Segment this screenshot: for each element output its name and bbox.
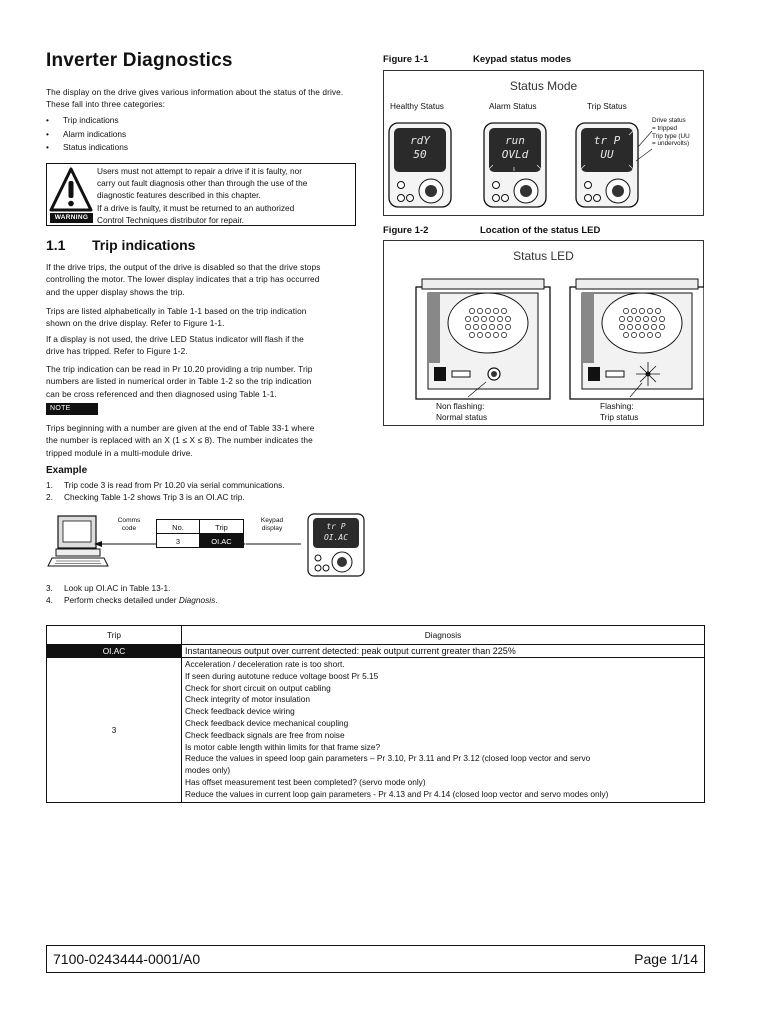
step-text: Checking Table 1-2 shows Trip 3 is an OI.AC trip. <box>64 492 245 503</box>
trip-annotation <box>652 117 704 148</box>
annotation-line: = tripped <box>652 124 678 132</box>
display-top: tr P <box>326 522 346 531</box>
warning-line: carry out fault diagnosis other than through the use of the <box>97 178 308 189</box>
note-text <box>46 422 366 459</box>
warning-line: If a drive is faulty, it must be returned to an authorized <box>97 202 295 213</box>
check-item: Check feedback device wiring <box>185 706 295 717</box>
alarm-status-label: Alarm Status <box>489 101 537 111</box>
section-heading <box>46 237 195 253</box>
page-number: Page 1/14 <box>634 951 698 967</box>
display-bottom: UU <box>600 148 614 161</box>
example-heading: Example <box>46 465 88 476</box>
figure-1-box-title: Status Mode <box>509 79 578 93</box>
text-line: controlling the motor. The lower display indicates that a trip has occurred <box>46 274 320 285</box>
check-item: Is motor cable length within limits for that frame size? <box>185 741 381 752</box>
col-trip-header: Trip <box>199 519 244 534</box>
value-no: 3 <box>156 533 200 548</box>
list-item: 2. Checking Table 1-2 shows Trip 3 is an OI.AC trip. <box>46 492 245 503</box>
paragraph <box>46 261 366 298</box>
diagnosis-summary-cell: Instantaneous output over current detected: peak output current greater than 225% <box>182 645 705 658</box>
display-bottom: 50 <box>413 148 427 161</box>
figure-number: Figure 1-2 <box>383 225 429 236</box>
check-item: Acceleration / deceleration rate is too short. <box>185 659 345 669</box>
column-header-diagnosis: Diagnosis <box>182 626 705 645</box>
table-header-row <box>47 626 705 645</box>
intro-paragraph: The display on the drive gives various information about the status of the drive. These fall into three categories: <box>46 87 344 110</box>
caption-line: Trip status <box>600 412 639 422</box>
label-line: Comms <box>117 517 141 524</box>
diagnosis-table <box>46 625 705 803</box>
step-text: . <box>215 595 218 606</box>
check-item: modes only) <box>185 765 231 776</box>
step-text: Perform checks detailed under <box>64 595 179 606</box>
category-list <box>46 114 128 155</box>
keypad-display-label <box>255 517 289 533</box>
text-line: numbers are listed in numerical order in Table 1-2 so the trip indication <box>46 376 312 387</box>
example-steps-continued <box>46 582 218 607</box>
check-item: Check integrity of motor insulation <box>185 694 310 705</box>
text-line: can be cross referenced and then diagnosed using Table 1-1. <box>46 388 277 399</box>
list-item: • Status indications <box>46 141 128 155</box>
caption-line: Normal status <box>436 412 488 422</box>
text-line: and the upper display shows the trip. <box>46 286 185 297</box>
text-line: Trips are listed alphabetically in Table 1-1 based on the trip indication <box>46 306 307 316</box>
section-number: 1.1 <box>46 237 66 253</box>
figure-2-box <box>383 240 704 426</box>
warning-label: WARNING <box>50 213 93 223</box>
figure-2-box-title: Status LED <box>513 249 574 263</box>
keypad-display <box>316 521 356 543</box>
example-diagram <box>46 508 366 580</box>
figure-title: Location of the status LED <box>480 225 601 236</box>
list-item: • Alarm indications <box>46 128 128 142</box>
value-trip: OI.AC <box>199 533 244 548</box>
trip-display <box>581 134 633 162</box>
text-line: The trip indication can be read in Pr 10.20 providing a trip number. Trip <box>46 364 313 374</box>
flashing-caption <box>600 401 638 423</box>
check-item: Reduce the values in speed loop gain parameters – Pr 3.10, Pr 3.11 and Pr 3.12 (closed loop vector and servo <box>185 753 591 764</box>
display-bottom: OI.AC <box>323 533 349 542</box>
figure-2-caption <box>383 225 703 236</box>
paragraph <box>46 333 366 358</box>
warning-line: Users must not attempt to repair a drive if it is faulty, nor <box>97 166 303 176</box>
label-line: display <box>261 525 283 532</box>
annotation-line: = undervolts) <box>652 140 690 148</box>
page-footer <box>46 945 705 973</box>
comms-code-label <box>114 517 144 533</box>
alarm-display <box>489 134 541 162</box>
page-title: Inverter Diagnostics <box>46 50 233 71</box>
text-line: Trips beginning with a number are given at the end of Table 33-1 where <box>46 423 315 433</box>
figure-title: Keypad status modes <box>473 54 572 65</box>
caption-line: Non flashing: <box>436 401 485 411</box>
step-text: Look up OI.AC in Table 13-1. <box>64 583 171 593</box>
trip-lookup-table <box>156 519 244 551</box>
note-label: NOTE <box>46 403 98 415</box>
text-line: drive has tripped. Refer to Figure 1-2. <box>46 346 188 357</box>
check-item: Check feedback signals are free from noise <box>185 729 345 740</box>
display-top: tr P <box>593 134 621 147</box>
text-line: If the drive trips, the output of the drive is disabled so that the drive stops <box>46 262 321 272</box>
label-line: Keypad <box>260 517 284 524</box>
list-item: 3. Look up OI.AC in Table 13-1. <box>46 583 171 593</box>
figure-1-caption <box>383 54 703 65</box>
drive-illustrations <box>384 271 704 401</box>
document-number: 7100-0243444-0001/A0 <box>53 951 201 967</box>
check-item: Has offset measurement test been completed? (servo mode only) <box>185 776 426 787</box>
section-title: Trip indications <box>92 237 196 253</box>
warning-text <box>97 165 352 226</box>
trip-status-label: Trip Status <box>587 101 627 111</box>
figure-1-box <box>383 70 704 216</box>
step-text: Trip code 3 is read from Pr 10.20 via serial communications. <box>64 480 285 490</box>
text-line: the number is replaced with an X (1 ≤ X ≤ 8). The number indicates the <box>46 435 313 446</box>
check-item: Check for short circuit on output cabling <box>185 682 331 693</box>
diagnosis-checks-cell <box>182 658 705 803</box>
list-item: 4. Perform checks detailed under Diagnosis. <box>46 595 218 606</box>
text-line: shown on the drive display. Refer to Figure 1-1. <box>46 318 225 329</box>
display-top: rdY <box>410 134 430 147</box>
annotation-line: Drive status <box>652 117 686 124</box>
annotation-line: Trip type (UU <box>652 132 690 140</box>
check-item: Check feedback device mechanical coupling <box>185 717 349 728</box>
check-item: Reduce the values in current loop gain parameters - Pr 4.13 and Pr 4.14 (closed loop vector and servo modes only) <box>185 788 609 799</box>
example-steps <box>46 479 285 504</box>
trip-code-cell: OI.AC <box>47 645 182 658</box>
list-item: 1. Trip code 3 is read from Pr 10.20 via serial communications. <box>46 480 285 490</box>
healthy-status-label: Healthy Status <box>390 101 444 111</box>
label-line: code <box>121 525 137 532</box>
paragraph <box>46 305 366 330</box>
trip-number-cell: 3 <box>47 658 182 803</box>
warning-line: Control Techniques distributor for repair. <box>97 214 244 225</box>
warning-box <box>46 163 356 226</box>
figure-number: Figure 1-1 <box>383 54 429 65</box>
display-top: run <box>505 134 525 147</box>
warning-line: diagnostic features described in this chapter. <box>97 190 261 201</box>
non-flashing-caption <box>436 401 487 423</box>
table-row <box>47 658 705 803</box>
display-bottom: OVLd <box>501 148 529 161</box>
text-line: tripped module in a multi-module drive. <box>46 447 193 458</box>
text-line: If a display is not used, the drive LED Status indicator will flash if the <box>46 334 304 344</box>
col-no-header: No. <box>156 519 200 534</box>
check-item: If seen during autotune reduce voltage boost Pr 5.15 <box>185 670 379 681</box>
step-emphasis: Diagnosis <box>178 595 216 606</box>
caption-line: Flashing: <box>600 401 634 411</box>
table-row <box>47 645 705 658</box>
list-item: • Trip indications <box>46 114 128 128</box>
column-header-trip: Trip <box>47 626 182 645</box>
paragraph <box>46 363 366 400</box>
healthy-display <box>394 134 446 162</box>
